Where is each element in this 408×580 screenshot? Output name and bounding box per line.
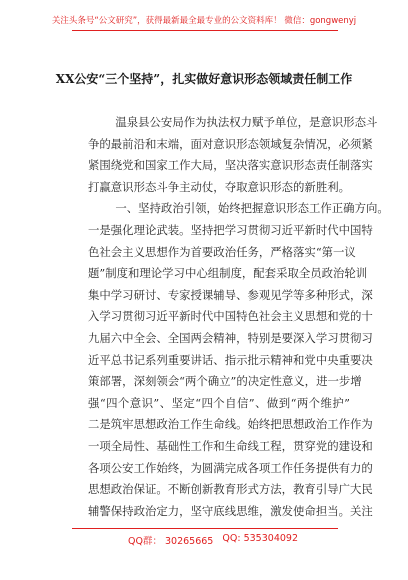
body-line: 色社会主义思想作为首要政治任务，严格落实“第一议 [88,244,356,259]
body-line: 集中学习研讨、专家授课辅导、参观见学等多种形式，深 [88,287,373,302]
bottom-divider [72,528,338,529]
body-line: 一项全局性、基础性工作和生命线工程，贯穿党的建设和 [88,438,373,453]
body-line: 九届六中全会、全国两会精神，特别是要深入学习贯彻习 [88,330,373,345]
body-line: 近平总书记系列重要讲话、指示批示精神和党中央重要决 [88,352,373,367]
footer-qq-group: QQ群： 30265665 [128,536,214,547]
body-line: 紧围绕党和国家工作大局，坚决落实意识形态责任制落实 [88,158,373,173]
document-title: XX公安“三个坚持”，扎实做好意识形态领域责任制工作 [55,72,353,86]
body-line: 二是筑牢思想政治工作生命线。始终把思想政治工作作为 [88,417,373,432]
document-body [88,112,389,522]
top-divider [72,30,338,31]
body-line: 题”制度和理论学习中心组制度，配套采取全员政治轮训 [88,266,368,281]
body-line: 辅警保持政治定力，坚守底线思维，激发使命担当。关注 [88,503,373,518]
body-line: 打赢意识形态斗争主动仗，夺取意识形态的新胜利。 [88,179,350,194]
body-line: 一是强化理论武装。坚持把学习贯彻习近平新时代中国特 [88,222,373,237]
body-line: 入学习贯彻习近平新时代中国特色社会主义思想和党的十 [88,309,373,324]
body-line: 思想政治保证。不断创新教育形式方法，教育引导广大民 [88,482,373,497]
body-line: 策部署，深刻领会“两个确立”的决定性意义，进一步增 [88,374,362,389]
body-line: 温泉县公安局作为执法权力赋予单位，是意识形态斗 [115,115,378,129]
body-line: 争的最前沿和末端，面对意识形态领域复杂情况，必须紧 [88,136,373,151]
body-line: 一、坚持政治引领，始终把握意识形态工作正确方向。 [115,201,389,216]
body-line: 各项公安工作始终，为圆满完成各项工作任务提供有力的 [88,460,373,475]
top-banner: 关注头条号“公文研究”，获得最新最全最专业的公文资料库！ 微信：gongwenyj [51,16,357,26]
footer-qq: QQ: 535304092 [222,533,298,544]
footer [128,533,298,547]
body-line: 强“四个意识”、坚定“四个自信”、做到“两个维护” [88,395,350,410]
